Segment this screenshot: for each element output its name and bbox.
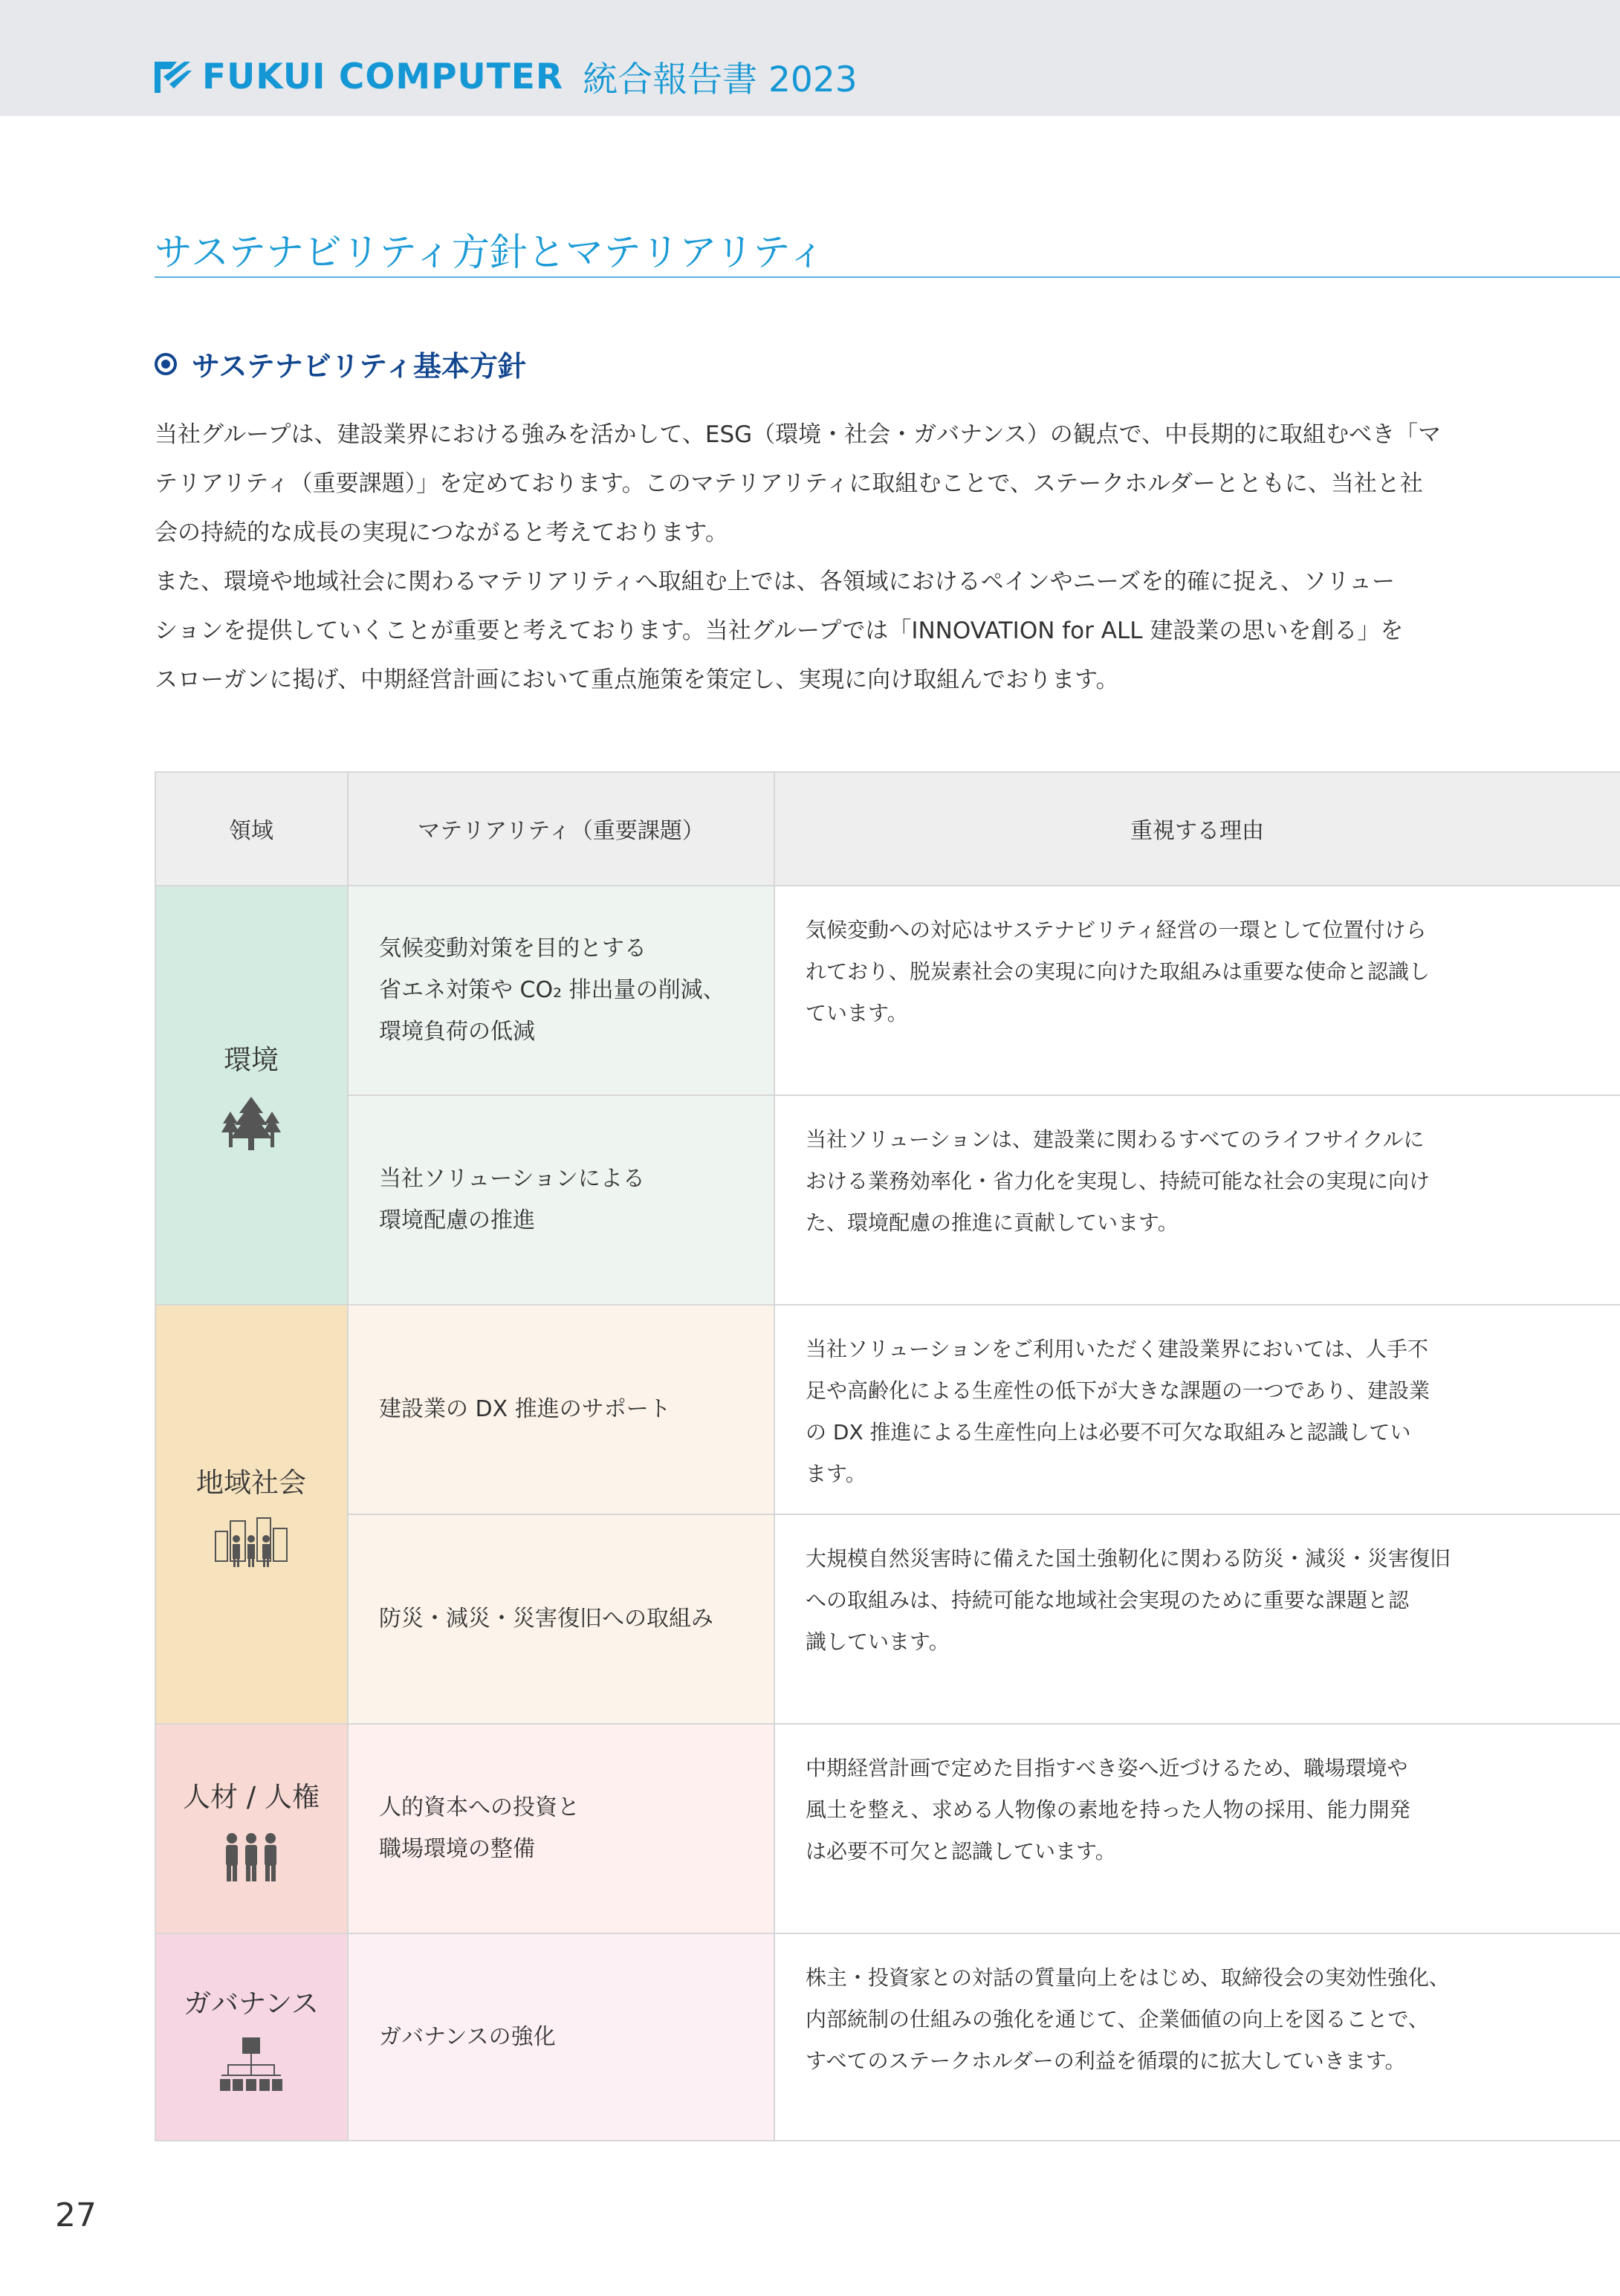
intro-line: スローガンに掲げ、中期経営計画において重点施策を策定し、実現に向け取組んでおります。 (155, 667, 1119, 693)
table-border (347, 771, 349, 2141)
reason-text: 当社ソリューションは、建設業に関わるすべてのライフサイクルに おける業務効率化・省力化を実現し、持続可能な社会の実現に向け た、環境配慮の推進に貢献しています。 (806, 1127, 1431, 1235)
materiality-cell (348, 1724, 774, 1933)
reason-cell (774, 1933, 1620, 2141)
materiality-text: 防災・減災・災害復旧への取組み (379, 1606, 713, 1632)
report-title: 統合報告書 2023 (583, 59, 858, 100)
intro-line: 当社グループは、建設業界における強みを活かして、ESG（環境・社会・ガバナンス）の観点で、中長期的に取組むべき「マ (155, 421, 1442, 448)
materiality-cell (348, 886, 774, 1095)
domain-label: ガバナンス (183, 1988, 320, 2020)
intro-line: テリアリティ（重要課題）」を定めております。このマテリアリティに取組むことで、ステークホルダーとともに、当社と社 (155, 470, 1423, 497)
section-heading (155, 343, 526, 384)
section-title: サステナビリティ基本方針 (192, 350, 526, 383)
domain-environment (155, 886, 348, 1305)
reason-text: 中期経営計画で定めた目指すべき姿へ近づけるため、職場環境や 風土を整え、求める人物像の素地を持った人物の採用、能力開発 は必要不可欠と認識しています。 (806, 1756, 1410, 1864)
reason-cell (774, 1305, 1620, 1514)
table-border (155, 1304, 1620, 1306)
materiality-cell (348, 1933, 774, 2141)
company-name: FUKUI COMPUTER (202, 56, 564, 97)
reason-cell (774, 1095, 1620, 1305)
company-logo (155, 52, 858, 102)
materiality-text: 建設業の DX 推進のサポート (379, 1396, 671, 1422)
reason-text: 当社ソリューションをご利用いただく建設業界においては、人手不 足や高齢化による生産性の低下が大きな課題の一つであり、建設業 の DX 推進による生産性向上は必要不可欠な取組みと認識してい ます。 (806, 1337, 1431, 1486)
reason-cell (774, 886, 1620, 1095)
domain-governance (155, 1933, 348, 2141)
table-border (155, 885, 1620, 886)
table-border (155, 1933, 1620, 1934)
materiality-text: ガバナンスの強化 (379, 2024, 556, 2050)
table-header-materiality: マテリアリティ（重要課題） (348, 771, 774, 886)
table-border (774, 771, 775, 2141)
materiality-text: 当社ソリューションによる 環境配慮の推進 (379, 1166, 645, 1233)
table-border (155, 771, 156, 2141)
reason-text: 株主・投資家との対話の質量向上をはじめ、取締役会の実効性強化、 内部統制の仕組みの強化を通じて、企業価値の向上を図ることで、 すべてのステークホルダーの利益を循環的に拡大していきます。 (806, 1965, 1450, 2073)
table-border (155, 771, 1620, 773)
materiality-text: 気候変動対策を目的とする 省エネ対策や CO₂ 排出量の削減、 環境負荷の低減 (379, 935, 725, 1045)
domain-label: 人材 / 人権 (183, 1781, 320, 1813)
domain-label: 環境 (224, 1044, 279, 1076)
reason-text: 大規模自然災害時に備えた国土強靭化に関わる防災・減災・災害復旧 への取組みは、持続可能な地域社会実現のために重要な課題と認 識しています。 (806, 1546, 1451, 1654)
page-number: 27 (55, 2196, 97, 2234)
bullet-icon (155, 353, 177, 375)
domain-community (155, 1305, 348, 1724)
intro-paragraph (155, 410, 1492, 704)
header-bar (0, 0, 1620, 116)
org-chart-icon (220, 2037, 282, 2094)
community-icon (214, 1517, 288, 1569)
table-border (348, 1095, 1620, 1096)
intro-line: ションを提供していくことが重要と考えております。当社グループでは「INNOVATION for ALL 建設業の思いを創る」を (155, 617, 1404, 644)
table-border (155, 1723, 1620, 1725)
materiality-cell (348, 1095, 774, 1305)
domain-label: 地域社会 (196, 1467, 306, 1499)
trees-icon (220, 1094, 282, 1153)
intro-line: また、環境や地域社会に関わるマテリアリティへ取組む上では、各領域におけるペインやニーズを的確に捉え、ソリュー (155, 568, 1396, 595)
intro-line: 会の持続的な成長の実現につながると考えております。 (155, 519, 728, 546)
table-border (155, 2140, 1620, 2141)
reason-cell (774, 1724, 1620, 1933)
reason-text: 気候変動への対応はサステナビリティ経営の一環として位置付けら れており、脱炭素社会の実現に向けた取組みは重要な使命と認識し ています。 (806, 918, 1431, 1025)
fukui-computer-logo-icon (155, 59, 192, 96)
table-header-domain: 領域 (155, 771, 348, 886)
materiality-cell (348, 1514, 774, 1724)
title-divider (155, 276, 1620, 278)
people-icon (221, 1831, 281, 1883)
materiality-cell (348, 1305, 774, 1514)
domain-human-resources (155, 1724, 348, 1933)
page-title: サステナビリティ方針とマテリアリティ (155, 231, 826, 275)
reason-cell (774, 1514, 1620, 1724)
materiality-text: 人的資本への投資と 職場環境の整備 (379, 1794, 580, 1862)
materiality-table (155, 771, 1620, 2141)
table-header-reason: 重視する理由 (774, 771, 1620, 886)
table-border (348, 1514, 1620, 1515)
